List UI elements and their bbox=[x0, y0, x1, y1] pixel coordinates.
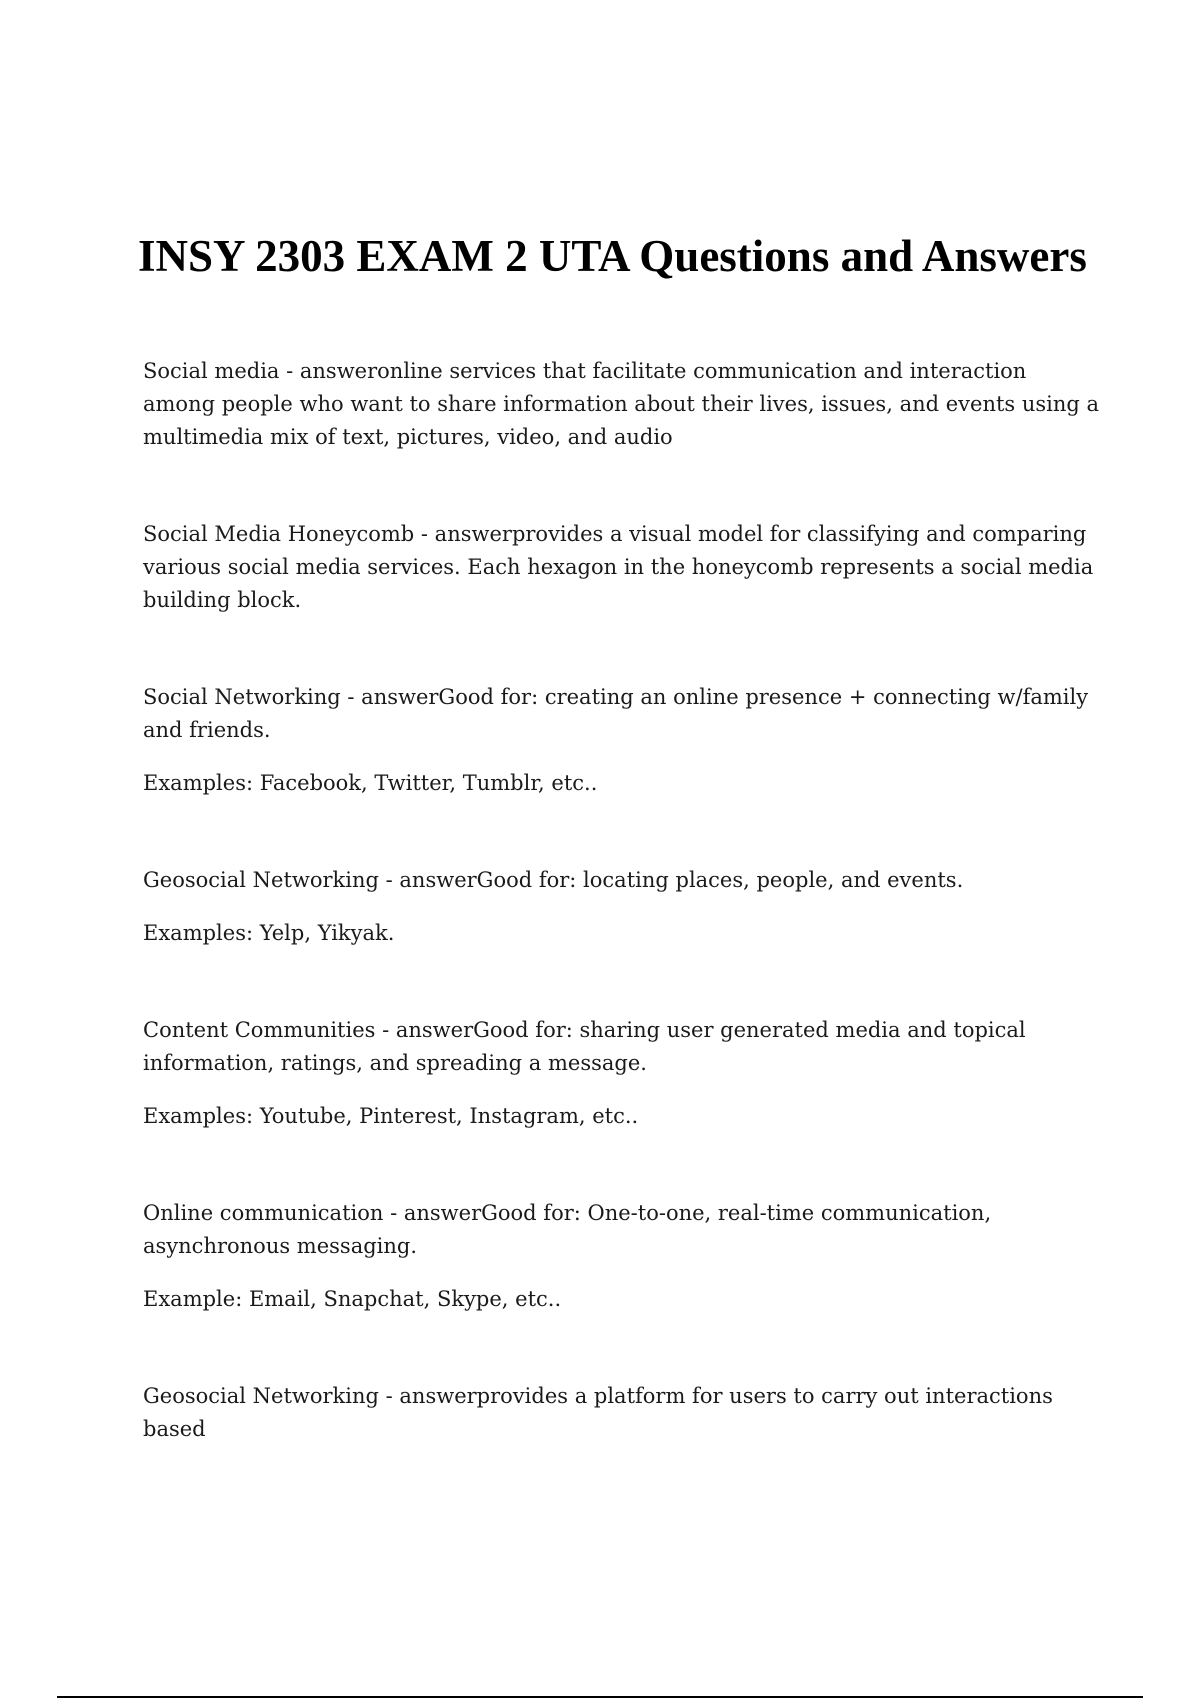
qa-entry bbox=[143, 355, 1103, 454]
qa-entry bbox=[143, 1197, 1103, 1316]
qa-entry-text: Social Networking - answerGood for: creating an online presence + connecting w/family and friends. bbox=[143, 685, 1089, 742]
qa-entry-text: Social Media Honeycomb - answerprovides a visual model for classifying and comparing various social media services. Each hexagon in the honeycomb represents a social media building block. bbox=[143, 522, 1094, 612]
qa-entry bbox=[143, 518, 1103, 617]
qa-entry-text: Geosocial Networking - answerprovides a platform for users to carry out interactions based bbox=[143, 1384, 1053, 1441]
qa-entry bbox=[143, 1380, 1103, 1446]
document-title: INSY 2303 EXAM 2 UTA Questions and Answers bbox=[138, 231, 1087, 281]
qa-entries bbox=[143, 355, 1103, 1510]
qa-entry bbox=[143, 864, 1103, 950]
qa-entry-examples: Examples: Youtube, Pinterest, Instagram, etc.. bbox=[143, 1104, 639, 1128]
qa-entry-text: Content Communities - answerGood for: sharing user generated media and topical information, ratings, and spreading a message. bbox=[143, 1018, 1026, 1075]
qa-entry-examples: Examples: Yelp, Yikyak. bbox=[143, 921, 395, 945]
qa-entry bbox=[143, 681, 1103, 800]
qa-entry-text: Geosocial Networking - answerGood for: locating places, people, and events. bbox=[143, 868, 964, 892]
qa-entry-text: Social media - answeronline services that facilitate communication and interaction among people who want to share information about their lives, issues, and events using a multimedia mix of text, pictures, video, and audio bbox=[143, 359, 1100, 449]
qa-entry-examples: Example: Email, Snapchat, Skype, etc.. bbox=[143, 1287, 562, 1311]
qa-entry-examples: Examples: Facebook, Twitter, Tumblr, etc.. bbox=[143, 771, 598, 795]
qa-entry-text: Online communication - answerGood for: One-to-one, real-time communication, asynchronous messaging. bbox=[143, 1201, 992, 1258]
footer-divider bbox=[57, 1696, 1143, 1698]
qa-entry bbox=[143, 1014, 1103, 1133]
